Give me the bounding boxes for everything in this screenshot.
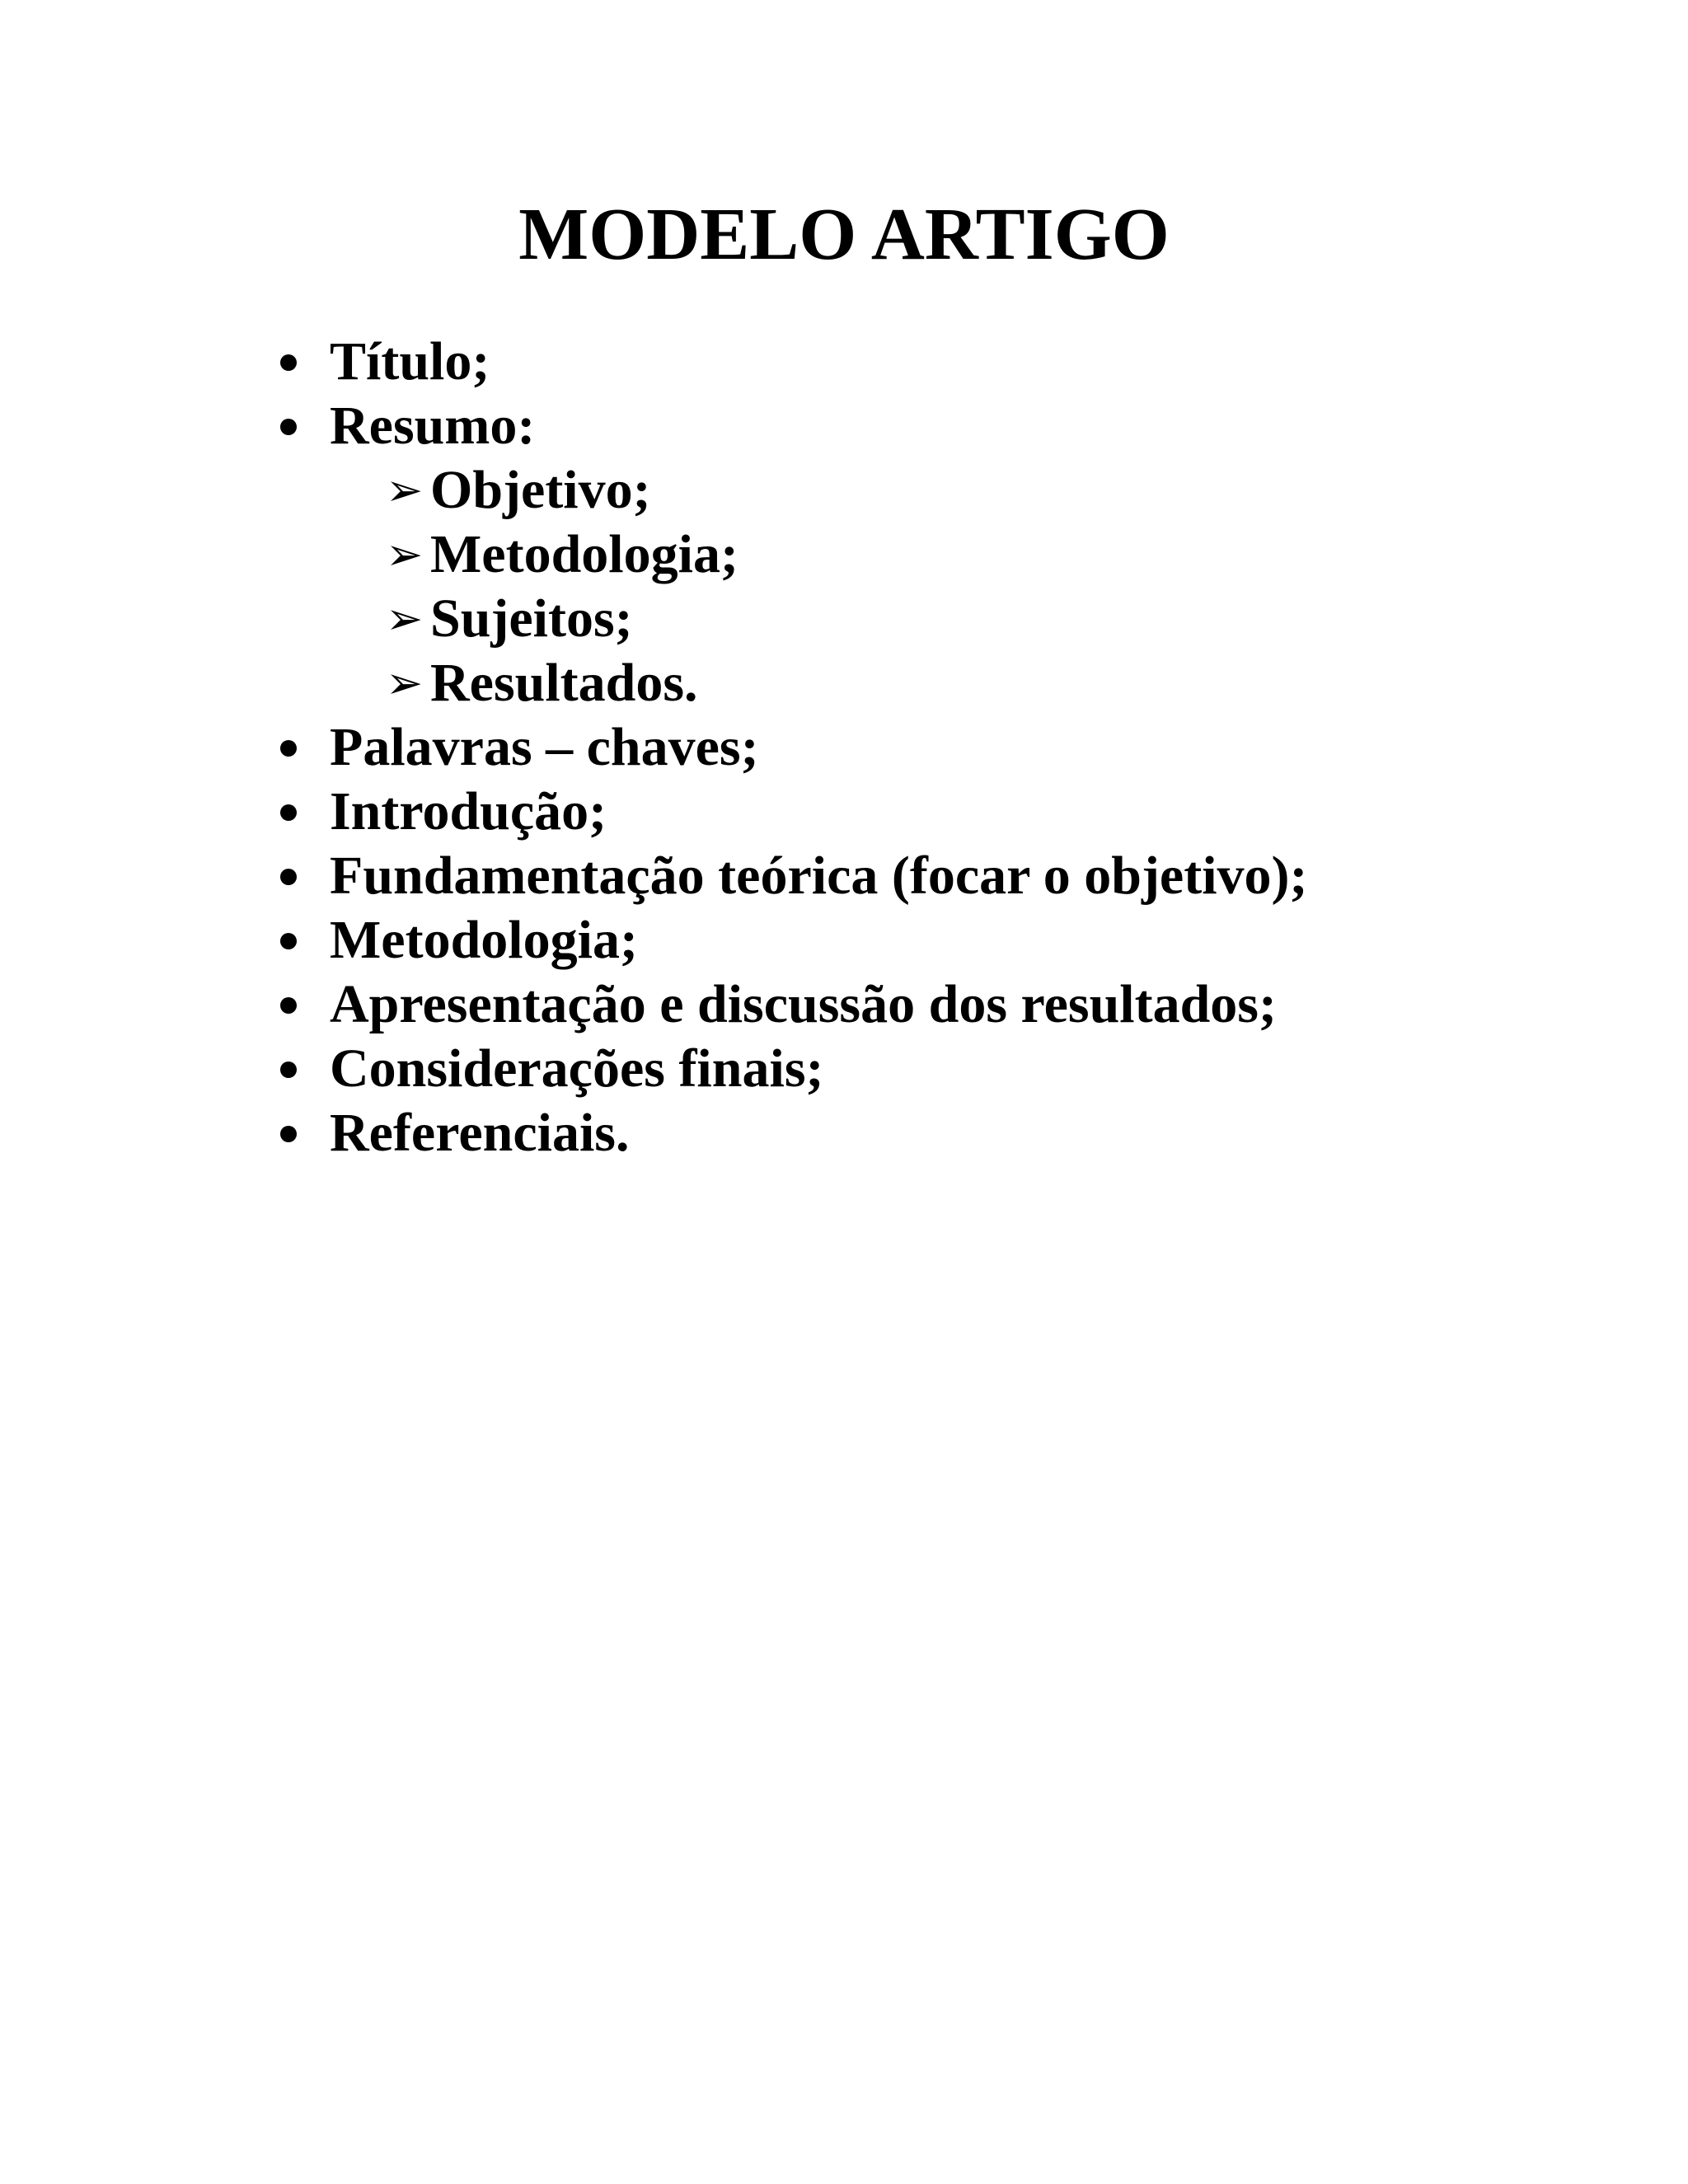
arrowhead-bullet-icon: ➢ bbox=[386, 528, 424, 580]
bullet-icon bbox=[280, 933, 297, 949]
document-title: MODELO ARTIGO bbox=[518, 194, 1170, 275]
list-item-referenciais bbox=[280, 1101, 1599, 1165]
list-item-label: Palavras – chaves; bbox=[330, 717, 759, 777]
sub-item-metodologia bbox=[280, 523, 1599, 587]
sub-item-label: Objetivo; bbox=[430, 460, 651, 520]
bullet-icon bbox=[280, 1126, 297, 1142]
list-item-apresentacao bbox=[280, 972, 1599, 1037]
sub-item-label: Metodologia; bbox=[430, 524, 738, 584]
bullet-icon bbox=[280, 1062, 297, 1078]
bullet-icon bbox=[280, 740, 297, 757]
bullet-icon bbox=[280, 997, 297, 1014]
sub-item-sujeitos bbox=[280, 587, 1599, 651]
bullet-icon bbox=[280, 419, 297, 435]
bullet-icon bbox=[280, 869, 297, 885]
list-item-titulo bbox=[280, 330, 1599, 394]
arrowhead-bullet-icon: ➢ bbox=[386, 593, 424, 644]
list-item-resumo bbox=[280, 394, 1599, 458]
bullet-icon bbox=[280, 804, 297, 821]
list-item-label: Metodologia; bbox=[330, 910, 638, 970]
list-item-fundamentacao bbox=[280, 844, 1599, 908]
arrowhead-bullet-icon: ➢ bbox=[386, 464, 424, 516]
list-item-metodologia bbox=[280, 908, 1599, 972]
list-item-palavras-chaves bbox=[280, 715, 1599, 780]
sub-item-objetivo bbox=[280, 458, 1599, 523]
sub-item-resultados bbox=[280, 651, 1599, 715]
list-item-consideracoes bbox=[280, 1037, 1599, 1101]
list-item-label: Título; bbox=[330, 331, 490, 391]
list-item-label: Introdução; bbox=[330, 781, 607, 841]
list-item-label: Resumo: bbox=[330, 396, 536, 456]
sub-item-label: Sujeitos; bbox=[430, 588, 633, 649]
sub-item-label: Resultados. bbox=[430, 653, 698, 713]
outline-list bbox=[280, 330, 1599, 1165]
list-item-label: Referenciais. bbox=[330, 1103, 630, 1163]
list-item-introducao bbox=[280, 780, 1599, 844]
bullet-icon bbox=[280, 354, 297, 371]
arrowhead-bullet-icon: ➢ bbox=[386, 657, 424, 709]
list-item-label: Fundamentação teórica (focar o objetivo); bbox=[330, 846, 1308, 906]
list-item-label: Considerações finais; bbox=[330, 1038, 824, 1099]
list-item-label: Apresentação e discussão dos resultados; bbox=[330, 974, 1277, 1034]
